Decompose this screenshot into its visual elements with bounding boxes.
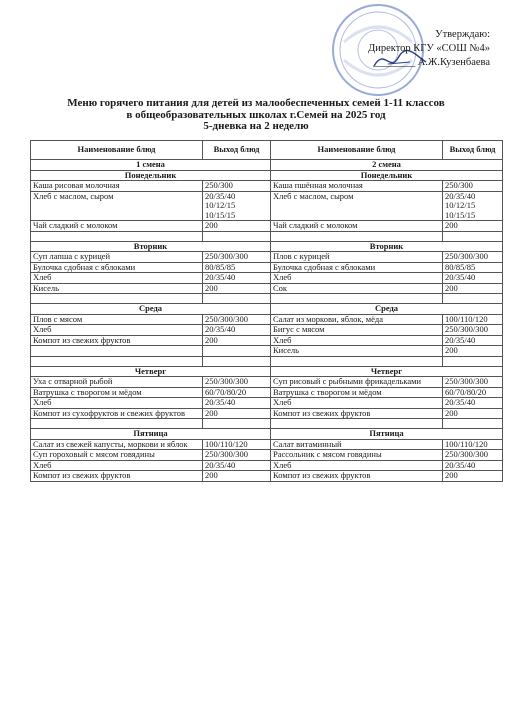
yield-cell: 250/300/300 — [443, 377, 503, 388]
title-line-2: в общеобразовательных школах г.Семей на 2025 год — [126, 108, 386, 121]
spacer-cell — [203, 294, 271, 304]
yield-cell: 200 — [443, 471, 503, 482]
dish-cell: Рассольник с мясом говядины — [271, 450, 443, 461]
yield-cell: 100/110/120 — [203, 439, 271, 450]
dish-cell — [31, 346, 203, 357]
spacer-cell — [443, 419, 503, 429]
dish-cell: Плов с мясом — [31, 314, 203, 325]
day-row — [31, 429, 503, 440]
table-row — [31, 408, 503, 419]
yield-cell: 200 — [443, 408, 503, 419]
dish-cell: Бигус с мясом — [271, 325, 443, 336]
table-row — [31, 450, 503, 461]
yield-cell: 20/35/40 10/12/15 10/15/15 — [443, 191, 503, 221]
day-label: Пятница — [271, 429, 503, 440]
yield-cell: 100/110/120 — [443, 314, 503, 325]
document-title — [30, 98, 482, 133]
dish-cell: Компот из свежих фруктов — [271, 471, 443, 482]
title-line-1: Меню горячего питания для детей из малообеспеченных семей 1-11 классов — [67, 97, 445, 109]
shift-row — [31, 160, 503, 171]
header-row — [31, 141, 503, 160]
yield-cell: 60/70/80/20 — [443, 387, 503, 398]
day-row — [31, 366, 503, 377]
yield-cell: 20/35/40 — [203, 460, 271, 471]
dish-cell: Хлеб — [271, 273, 443, 284]
spacer-cell — [203, 356, 271, 366]
dish-cell: Компот из свежих фруктов — [31, 335, 203, 346]
dish-cell: Хлеб — [31, 460, 203, 471]
day-label: Среда — [31, 304, 271, 315]
approval-position: Директор КГУ «СОШ №4» — [368, 43, 490, 54]
spacer-row — [31, 356, 503, 366]
yield-cell: 20/35/40 — [443, 398, 503, 409]
dish-cell: Ватрушка с творогом и мёдом — [271, 387, 443, 398]
dish-cell: Компот из свежих фруктов — [31, 471, 203, 482]
dish-cell: Салат витаминный — [271, 439, 443, 450]
yield-cell: 200 — [203, 408, 271, 419]
shift-1: 1 смена — [31, 160, 271, 171]
dish-cell: Каша рисовая молочная — [31, 181, 203, 192]
yield-cell: 250/300/300 — [203, 252, 271, 263]
table-row — [31, 387, 503, 398]
spacer-cell — [443, 356, 503, 366]
yield-cell: 20/35/40 — [443, 460, 503, 471]
spacer-row — [31, 419, 503, 429]
dish-cell: Булочка сдобная с яблоками — [271, 262, 443, 273]
spacer-cell — [203, 419, 271, 429]
yield-cell: 200 — [203, 335, 271, 346]
day-label: Вторник — [31, 241, 271, 252]
yield-cell: 20/35/40 10/12/15 10/15/15 — [203, 191, 271, 221]
title-line-3: 5-дневка на 2 неделю — [203, 120, 309, 132]
yield-cell: 200 — [203, 283, 271, 294]
day-label: Четверг — [271, 366, 503, 377]
spacer-cell — [31, 356, 203, 366]
day-label: Четверг — [31, 366, 271, 377]
table-row — [31, 283, 503, 294]
yield-cell: 200 — [443, 221, 503, 232]
yield-cell: 80/85/85 — [203, 262, 271, 273]
dish-cell: Ватрушка с творогом и мёдом — [31, 387, 203, 398]
dish-cell: Чай сладкий с молоком — [31, 221, 203, 232]
yield-cell: 60/70/80/20 — [203, 387, 271, 398]
approval-label: Утверждаю: — [435, 29, 490, 40]
table-row — [31, 181, 503, 192]
yield-cell: 250/300 — [203, 181, 271, 192]
spacer-cell — [443, 294, 503, 304]
table-row — [31, 262, 503, 273]
dish-cell: Компот из сухофруктов и свежих фруктов — [31, 408, 203, 419]
shift-2: 2 смена — [271, 160, 503, 171]
yield-cell: 20/35/40 — [203, 273, 271, 284]
header-dish-1: Наименование блюд — [31, 141, 203, 160]
header-dish-2: Наименование блюд — [271, 141, 443, 160]
table-row — [31, 314, 503, 325]
yield-cell: 200 — [443, 346, 503, 357]
spacer-cell — [271, 419, 443, 429]
dish-cell: Плов с курицей — [271, 252, 443, 263]
yield-cell — [203, 346, 271, 357]
dish-cell: Каша пшённая молочная — [271, 181, 443, 192]
yield-cell: 200 — [203, 471, 271, 482]
day-row — [31, 304, 503, 315]
table-row — [31, 252, 503, 263]
yield-cell: 250/300/300 — [203, 450, 271, 461]
dish-cell: Суп рисовый с рыбными фрикадельками — [271, 377, 443, 388]
yield-cell: 250/300/300 — [203, 314, 271, 325]
yield-cell: 250/300 — [443, 181, 503, 192]
spacer-cell — [443, 231, 503, 241]
dish-cell: Булочка сдобная с яблоками — [31, 262, 203, 273]
dish-cell: Уха с отварной рыбой — [31, 377, 203, 388]
dish-cell: Суп лапша с курицей — [31, 252, 203, 263]
table-row — [31, 335, 503, 346]
dish-cell: Кисель — [31, 283, 203, 294]
dish-cell: Хлеб — [31, 325, 203, 336]
dish-cell: Хлеб — [271, 460, 443, 471]
yield-cell: 250/300/300 — [443, 325, 503, 336]
dish-cell: Кисель — [271, 346, 443, 357]
spacer-cell — [203, 231, 271, 241]
day-row — [31, 170, 503, 181]
spacer-cell — [271, 356, 443, 366]
spacer-cell — [31, 231, 203, 241]
yield-cell: 200 — [203, 221, 271, 232]
yield-cell: 200 — [443, 283, 503, 294]
spacer-row — [31, 294, 503, 304]
approval-block — [270, 28, 490, 70]
spacer-row — [31, 231, 503, 241]
dish-cell: Хлеб — [271, 398, 443, 409]
dish-cell: Хлеб с маслом, сыром — [31, 191, 203, 221]
day-label: Понедельник — [271, 170, 503, 181]
dish-cell: Сок — [271, 283, 443, 294]
dish-cell: Компот из свежих фруктов — [271, 408, 443, 419]
yield-cell: 250/300/300 — [203, 377, 271, 388]
yield-cell: 20/35/40 — [443, 273, 503, 284]
table-row — [31, 439, 503, 450]
dish-cell: Хлеб с маслом, сыром — [271, 191, 443, 221]
dish-cell: Чай сладкий с молоком — [271, 221, 443, 232]
menu-table — [30, 140, 503, 482]
yield-cell: 80/85/85 — [443, 262, 503, 273]
day-label: Пятница — [31, 429, 271, 440]
menu-table-body — [31, 141, 503, 482]
yield-cell: 20/35/40 — [203, 398, 271, 409]
yield-cell: 100/110/120 — [443, 439, 503, 450]
table-row — [31, 221, 503, 232]
dish-cell: Салат из моркови, яблок, мёда — [271, 314, 443, 325]
table-row — [31, 471, 503, 482]
spacer-cell — [31, 419, 203, 429]
yield-cell: 20/35/40 — [443, 335, 503, 346]
yield-cell: 20/35/40 — [203, 325, 271, 336]
dish-cell: Хлеб — [31, 273, 203, 284]
table-row — [31, 460, 503, 471]
table-row — [31, 398, 503, 409]
yield-cell: 250/300/300 — [443, 450, 503, 461]
spacer-cell — [271, 294, 443, 304]
table-row — [31, 325, 503, 336]
dish-cell: Салат из свежей капусты, моркови и яблок — [31, 439, 203, 450]
header-yield-2: Выход блюд — [443, 141, 503, 160]
day-label: Вторник — [271, 241, 503, 252]
table-row — [31, 377, 503, 388]
table-row — [31, 346, 503, 357]
table-row — [31, 191, 503, 221]
day-row — [31, 241, 503, 252]
yield-cell: 250/300/300 — [443, 252, 503, 263]
day-label: Понедельник — [31, 170, 271, 181]
approval-signatory: ________ А.Ж.Кузенбаева — [373, 57, 490, 68]
header-yield-1: Выход блюд — [203, 141, 271, 160]
spacer-cell — [31, 294, 203, 304]
table-row — [31, 273, 503, 284]
dish-cell: Суп гороховый с мясом говядины — [31, 450, 203, 461]
day-label: Среда — [271, 304, 503, 315]
spacer-cell — [271, 231, 443, 241]
dish-cell: Хлеб — [271, 335, 443, 346]
dish-cell: Хлеб — [31, 398, 203, 409]
